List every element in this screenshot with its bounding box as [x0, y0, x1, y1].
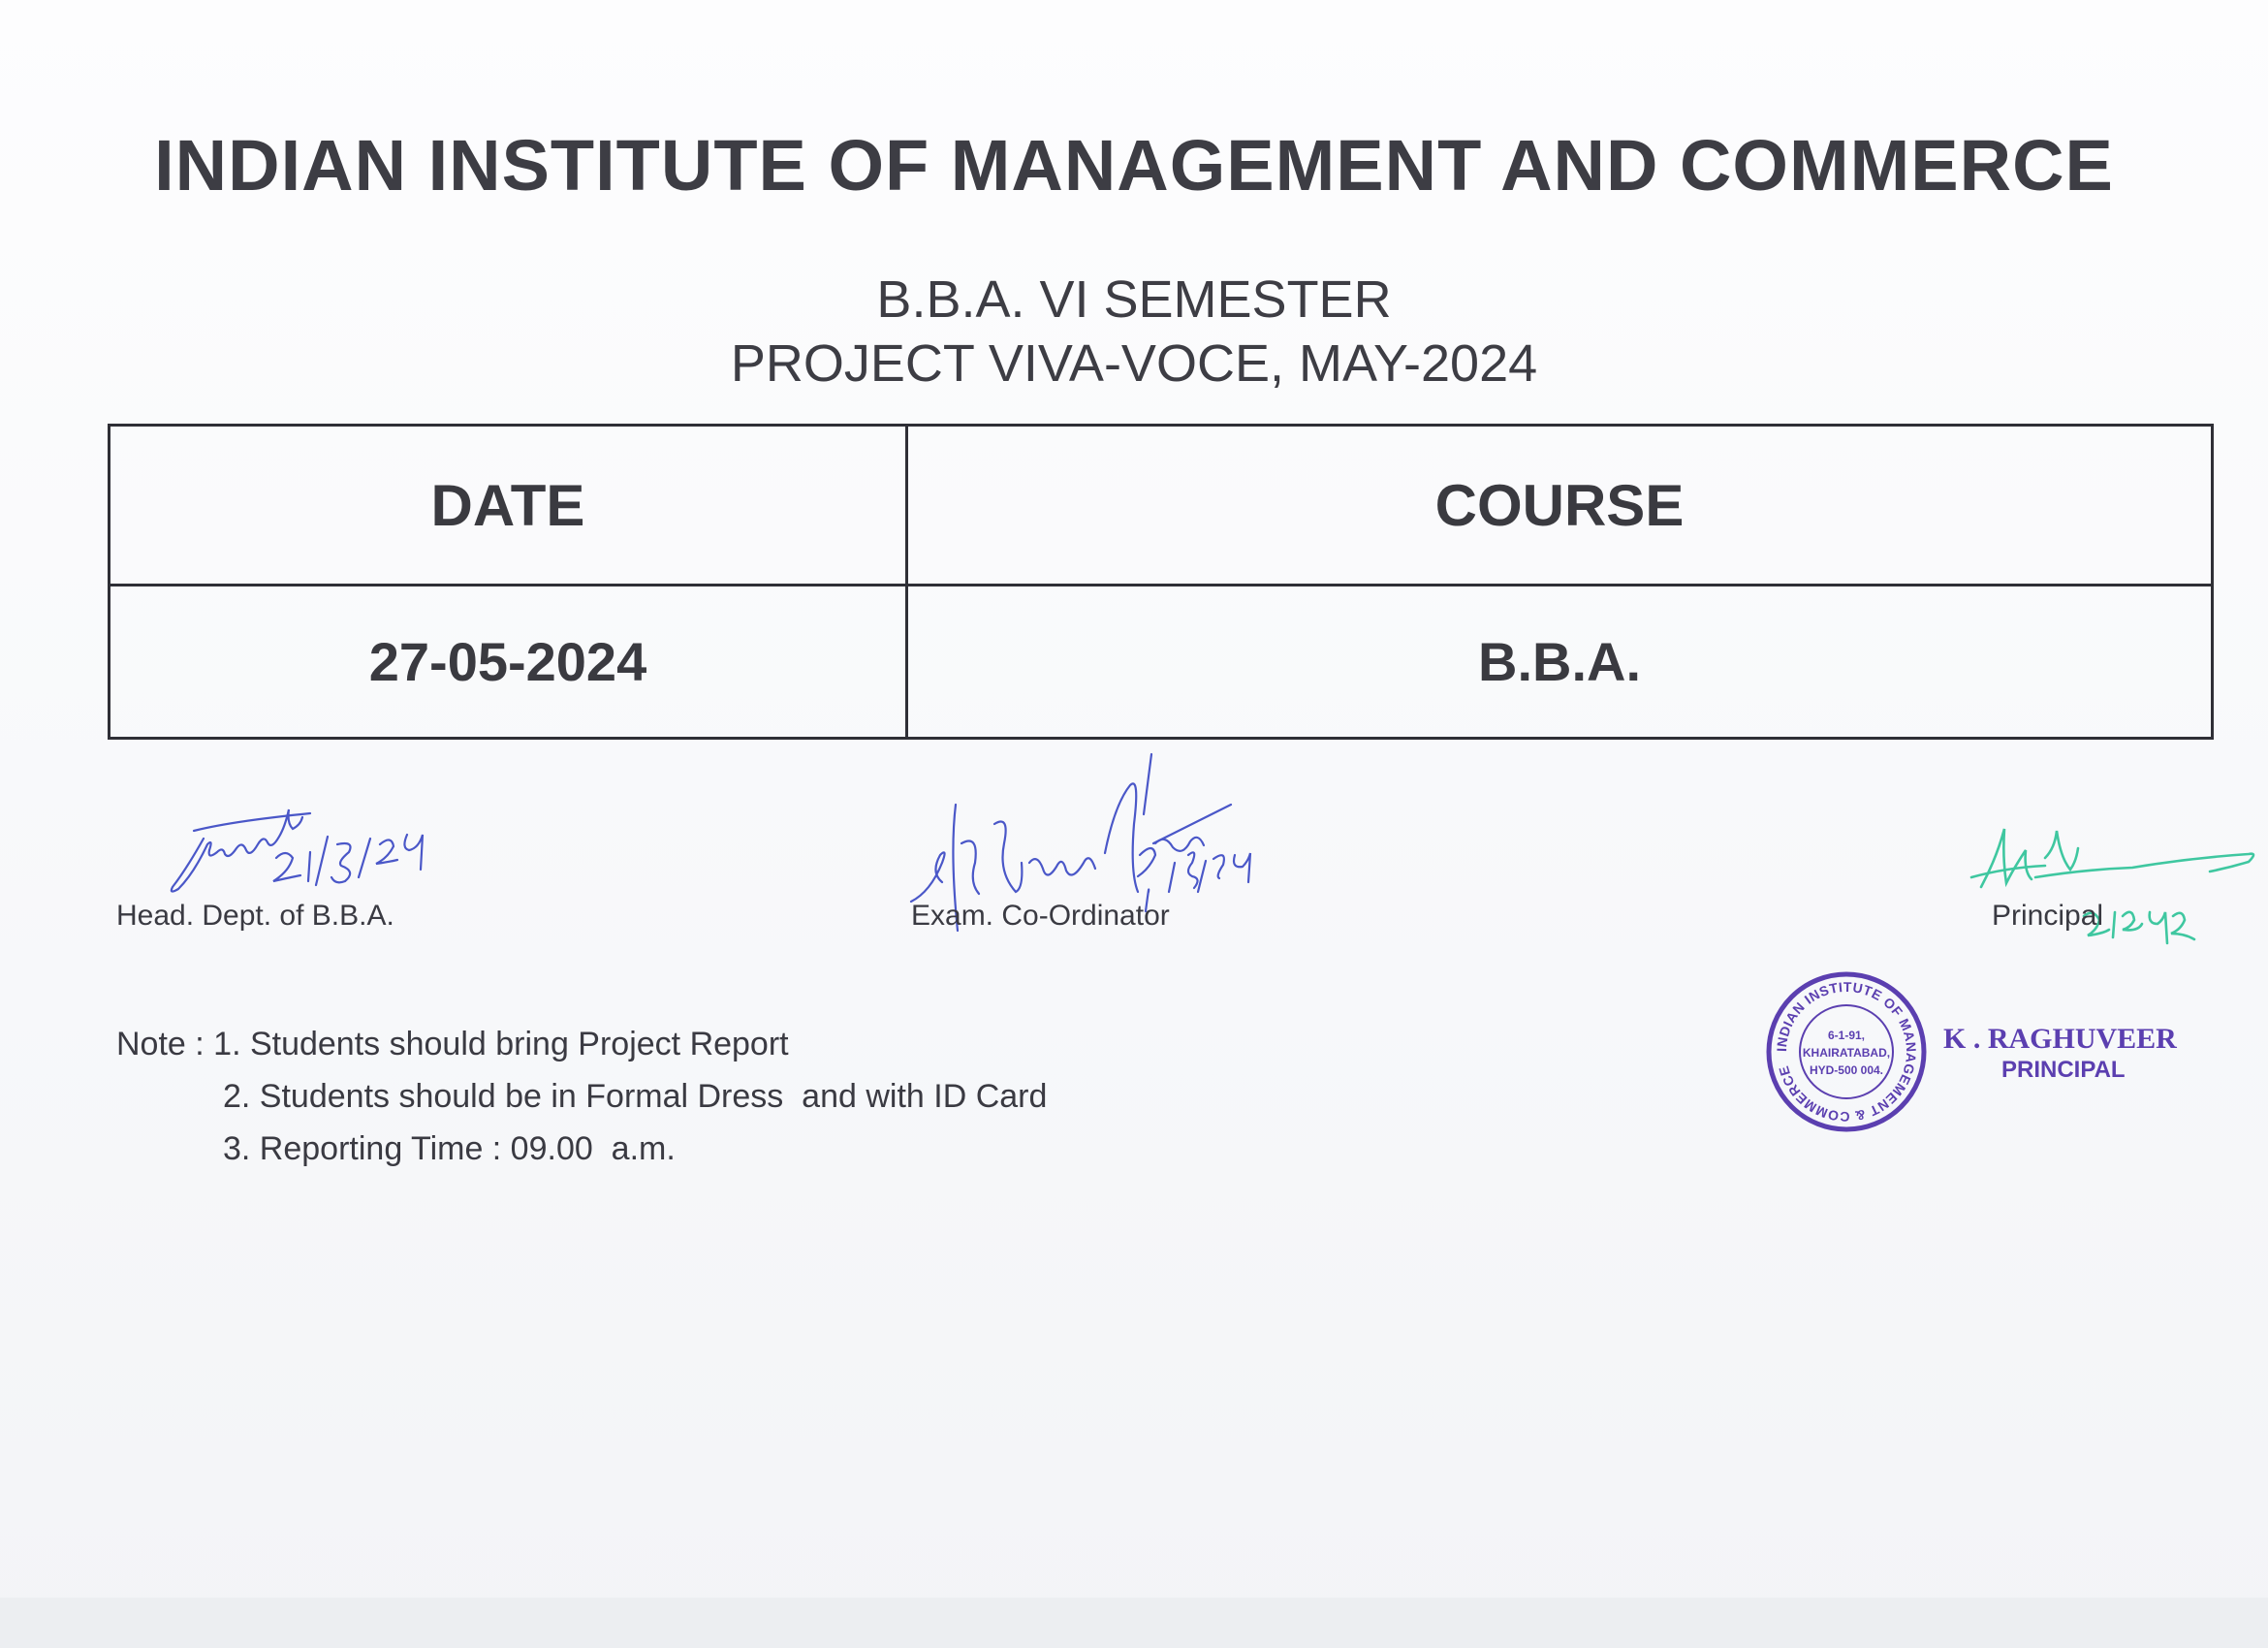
coordinator-label: Exam. Co-Ordinator — [911, 900, 1170, 932]
principal-signature — [1968, 819, 2268, 974]
seal-ring-text: INDIAN INSTITUTE OF MANAGEMENT & COMMERCE — [1773, 978, 1920, 1125]
institute-title: INDIAN INSTITUTE OF MANAGEMENT AND COMMERCE — [154, 125, 2114, 206]
table-header-course: COURSE — [1434, 472, 1685, 538]
table-cell-date: 27-05-2024 — [368, 631, 647, 692]
principal-title-stamp: PRINCIPAL — [2001, 1057, 2126, 1083]
principal-name-stamp: K . RAGHUVEER — [1943, 1023, 2177, 1055]
note-line-3: 3. Reporting Time : 09.00 a.m. — [223, 1130, 676, 1167]
table-cell-course: B.B.A. — [1478, 631, 1641, 692]
seal-line-1: 6-1-91, — [1827, 1029, 1866, 1042]
note-line-2: 2. Students should be in Formal Dress and with ID Card — [223, 1078, 1048, 1115]
schedule-table — [108, 424, 2214, 740]
principal-label: Principal — [1992, 900, 2104, 932]
seal-line-3: HYD-500 004. — [1809, 1063, 1884, 1077]
institute-seal — [1764, 969, 1929, 1134]
seal-line-2: KHAIRATABAD, — [1802, 1046, 1891, 1060]
notes-block — [116, 1018, 1047, 1175]
note-line-1: Note : 1. Students should bring Project Report — [116, 1026, 789, 1062]
table-header-date: DATE — [430, 472, 585, 538]
exam-title: PROJECT VIVA-VOCE, MAY-2024 — [730, 334, 1538, 393]
hod-label: Head. Dept. of B.B.A. — [116, 900, 394, 932]
program-title: B.B.A. VI SEMESTER — [876, 270, 1392, 329]
hod-signature — [165, 780, 456, 897]
scan-edge — [0, 1598, 2268, 1648]
